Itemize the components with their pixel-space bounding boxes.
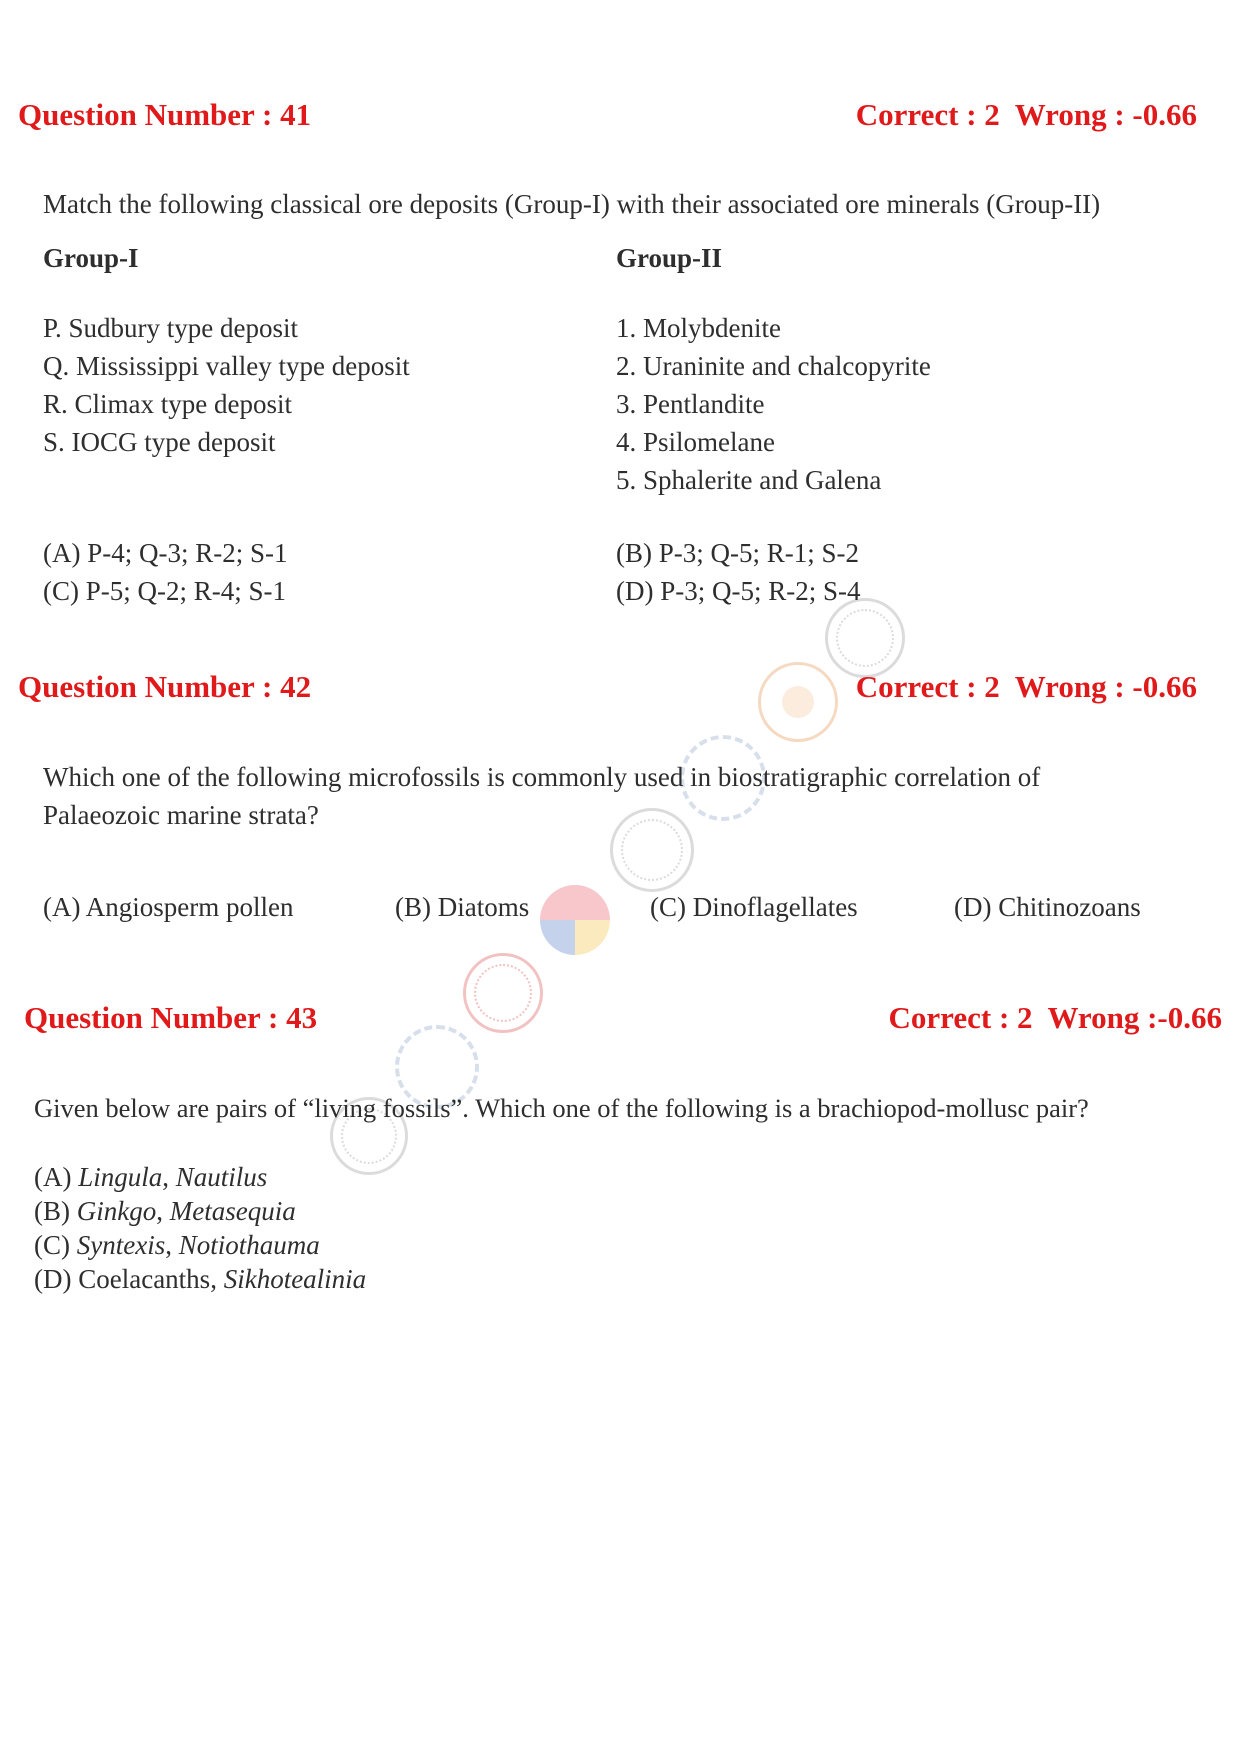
watermark-seal: [758, 662, 838, 742]
option-label: (D): [34, 1264, 72, 1294]
watermark-seal: [463, 953, 543, 1033]
list-item: 2. Uraninite and chalcopyrite: [616, 351, 931, 381]
options-list: [34, 1160, 366, 1296]
stem-line: Which one of the following microfossils is commonly used in biostratigraphic correlation of: [43, 762, 1041, 792]
option-separator: ,: [165, 1230, 179, 1260]
option-term: Lingula: [78, 1162, 163, 1192]
list-item: 4. Psilomelane: [616, 427, 775, 457]
group-title: Group-II: [616, 243, 723, 273]
question-stem: Match the following classical ore deposits (Group-I) with their associated ore minerals (Group-II): [43, 189, 1101, 219]
answer-option[interactable]: (D) Chitinozoans: [954, 892, 1141, 922]
option-label: (A): [34, 1162, 72, 1192]
option-separator: ,: [210, 1264, 224, 1294]
option-term: Nautilus: [175, 1162, 268, 1192]
answer-option[interactable]: (A) P-4; Q-3; R-2; S-1: [43, 538, 288, 568]
question-number: Question Number : 43: [24, 1000, 318, 1035]
list-item: S. IOCG type deposit: [43, 427, 276, 457]
answer-option[interactable]: (D) P-3; Q-5; R-2; S-4: [616, 576, 861, 606]
marks-scheme: Correct : 2 Wrong :-0.66: [888, 1000, 1222, 1035]
answer-option[interactable]: [34, 1228, 366, 1262]
list-item: 1. Molybdenite: [616, 313, 781, 343]
option-term: Coelacanths: [78, 1264, 211, 1294]
answer-option[interactable]: (C) P-5; Q-2; R-4; S-1: [43, 576, 286, 606]
answer-option[interactable]: [34, 1194, 366, 1228]
stem-line: Palaeozoic marine strata?: [43, 800, 319, 830]
option-term: Ginkgo: [76, 1196, 157, 1226]
group-title: Group-I: [43, 243, 139, 273]
list-item: 3. Pentlandite: [616, 389, 765, 419]
list-item: 5. Sphalerite and Galena: [616, 465, 882, 495]
option-term: Notiothauma: [178, 1230, 320, 1260]
list-item: P. Sudbury type deposit: [43, 313, 299, 343]
group1-list: [43, 309, 410, 461]
answer-option[interactable]: (B) P-3; Q-5; R-1; S-2: [616, 538, 859, 568]
answer-option[interactable]: [34, 1160, 366, 1194]
option-separator: ,: [162, 1162, 176, 1192]
option-term: Syntexis: [76, 1230, 166, 1260]
option-term: Sikhotealinia: [223, 1264, 367, 1294]
option-label: (B): [34, 1196, 70, 1226]
question-number: Question Number : 42: [18, 669, 312, 704]
option-term: Metasequia: [169, 1196, 296, 1226]
marks-scheme: Correct : 2 Wrong : -0.66: [855, 97, 1197, 132]
answer-option[interactable]: (B) Diatoms: [395, 892, 530, 922]
list-item: R. Climax type deposit: [43, 389, 292, 419]
answer-option[interactable]: (C) Dinoflagellates: [650, 892, 858, 922]
option-separator: ,: [156, 1196, 170, 1226]
answer-option[interactable]: (A) Angiosperm pollen: [43, 892, 294, 922]
watermark-seal: [540, 885, 610, 955]
answer-option[interactable]: [34, 1262, 366, 1296]
list-item: Q. Mississippi valley type deposit: [43, 351, 410, 381]
option-label: (C): [34, 1230, 70, 1260]
marks-scheme: Correct : 2 Wrong : -0.66: [855, 669, 1197, 704]
question-number: Question Number : 41: [18, 97, 312, 132]
group2-list: [616, 309, 931, 499]
question-stem: [43, 758, 1040, 834]
question-stem: Given below are pairs of “living fossils”. Which one of the following is a brachiopod-mollusc pair?: [34, 1093, 1089, 1123]
watermark-seal: [825, 598, 905, 678]
